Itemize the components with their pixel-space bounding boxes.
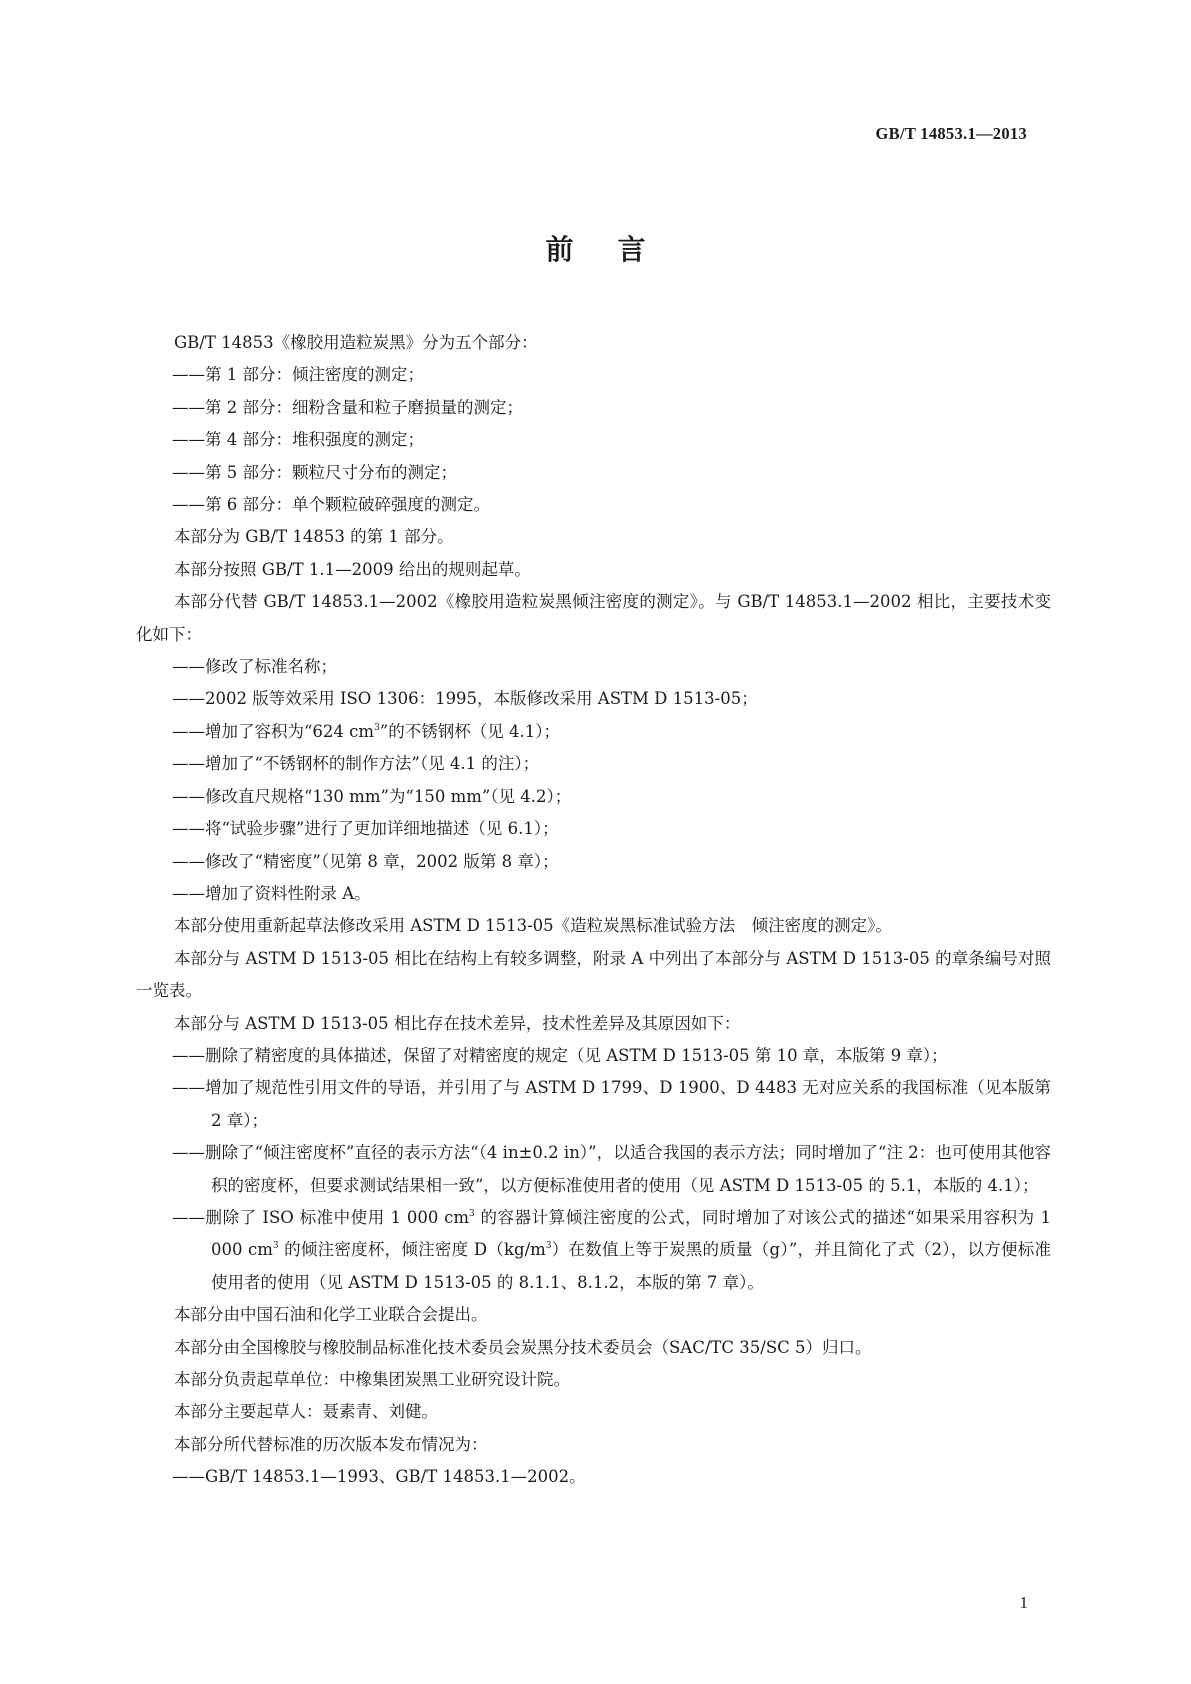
foreword-body <box>136 327 1051 1494</box>
dash-list-item: ——第 1 部分：倾注密度的测定； <box>172 365 424 385</box>
paragraph: 本部分与 ASTM D 1513-05 相比在结构上有较多调整，附录 A 中列出了本部分与 ASTM D 1513-05 的章条编号对照一览表。 <box>136 948 1051 1001</box>
dash-list-item: ——第 6 部分：单个颗粒破碎强度的测定。 <box>172 495 490 515</box>
dash-list-item: ——修改了标准名称； <box>172 657 337 677</box>
paragraph: 本部分所代替标准的历次版本发布情况为： <box>174 1434 488 1454</box>
dash-list-item: ——将“试验步骤”进行了更加详细地描述（见 6.1）； <box>172 819 559 839</box>
dash-list-item: ——第 4 部分：堆积强度的测定； <box>172 430 424 450</box>
dash-list-item: ——增加了“不锈钢杯的制作方法”（见 4.1 的注）； <box>172 754 540 774</box>
dash-list-item: ——修改直尺规格“130 mm”为“150 mm”（见 4.2）； <box>172 786 572 806</box>
dash-list-item: ——增加了资料性附录 A。 <box>172 883 371 903</box>
paragraph: 本部分使用重新起草法修改采用 ASTM D 1513-05《造粒炭黑标准试验方法 倾注密度的测定》。 <box>174 916 892 936</box>
paragraph: 本部分代替 GB/T 14853.1—2002《橡胶用造粒炭黑倾注密度的测定》。与 GB/T 14853.1—2002 相比，主要技术变化如下： <box>136 592 1051 644</box>
dash-list-item: ——2002 版等效采用 ISO 1306：1995，本版修改采用 ASTM D 1513-05； <box>172 689 758 709</box>
paragraph: 本部分与 ASTM D 1513-05 相比存在技术差异，技术性差异及其原因如下： <box>174 1013 741 1033</box>
paragraph: 本部分由中国石油和化学工业联合会提出。 <box>174 1305 488 1325</box>
dash-list-item: ——删除了精密度的具体描述，保留了对精密度的规定（见 ASTM D 1513-05 第 10 章，本版第 9 章）； <box>172 1045 948 1065</box>
paragraph: 本部分为 GB/T 14853 的第 1 部分。 <box>174 527 454 547</box>
paragraph: GB/T 14853《橡胶用造粒炭黑》分为五个部分： <box>174 333 538 352</box>
paragraph: 本部分由全国橡胶与橡胶制品标准化技术委员会炭黑分技术委员会（SAC/TC 35/SC 5）归口。 <box>174 1337 872 1357</box>
dash-list-item: ——第 5 部分：颗粒尺寸分布的测定； <box>172 462 457 482</box>
dash-list-item: ——增加了规范性引用文件的导语，并引用了与 ASTM D 1799、D 1900、D 4483 无对应关系的我国标准（见本版第 2 章）； <box>172 1078 1051 1130</box>
paragraph: 本部分主要起草人：聂素青、刘健。 <box>174 1402 438 1422</box>
dash-list-item: ——删除了“倾注密度杯”直径的表示方法“（4 in±0.2 in）”，以适合我国的表示方法；同时增加了“注 2：也可使用其他容积的密度杯，但要求测试结果相一致”，以方便标准使用者的使用（见 ASTM D 1513-05 的 5.1，本版的 4.1）； <box>172 1143 1051 1195</box>
dash-list-item: ——GB/T 14853.1—1993、GB/T 14853.1—2002。 <box>172 1467 586 1487</box>
page-number: 1 <box>1019 1593 1028 1612</box>
dash-list-item: ——修改了“精密度”（见第 8 章，2002 版第 8 章）； <box>172 851 559 871</box>
paragraph: 本部分负责起草单位：中橡集团炭黑工业研究设计院。 <box>174 1370 570 1389</box>
paragraph: 本部分按照 GB/T 1.1—2009 给出的规则起草。 <box>174 559 531 579</box>
page-title: 前言 <box>545 233 690 266</box>
standard-number: GB/T 14853.1—2013 <box>875 124 1027 143</box>
dash-list-item: ——删除了 ISO 标准中使用 1 000 $cm^3$ 的容器计算倾注密度的公式，同时增加了对该公式的描述“如果采用容积为 1 000 $cm^3$ 的倾注密度杯，倾注密度 $D(kg/m^3)$在数值上等于炭黑的质量（g）”，并且简化了式（2），以方便标准使用者的使用（见 ASTM D 1513-05 的 8.1.1、8.1.2，本版的第 7 章）。 <box>172 1207 1051 1292</box>
dash-list-item: ——第 2 部分：细粉含量和粒子磨损量的测定； <box>172 397 523 417</box>
dash-list-item: ——增加了容积为“624 $cm^3$”的不锈钢杯（见 4.1）； <box>172 721 560 741</box>
